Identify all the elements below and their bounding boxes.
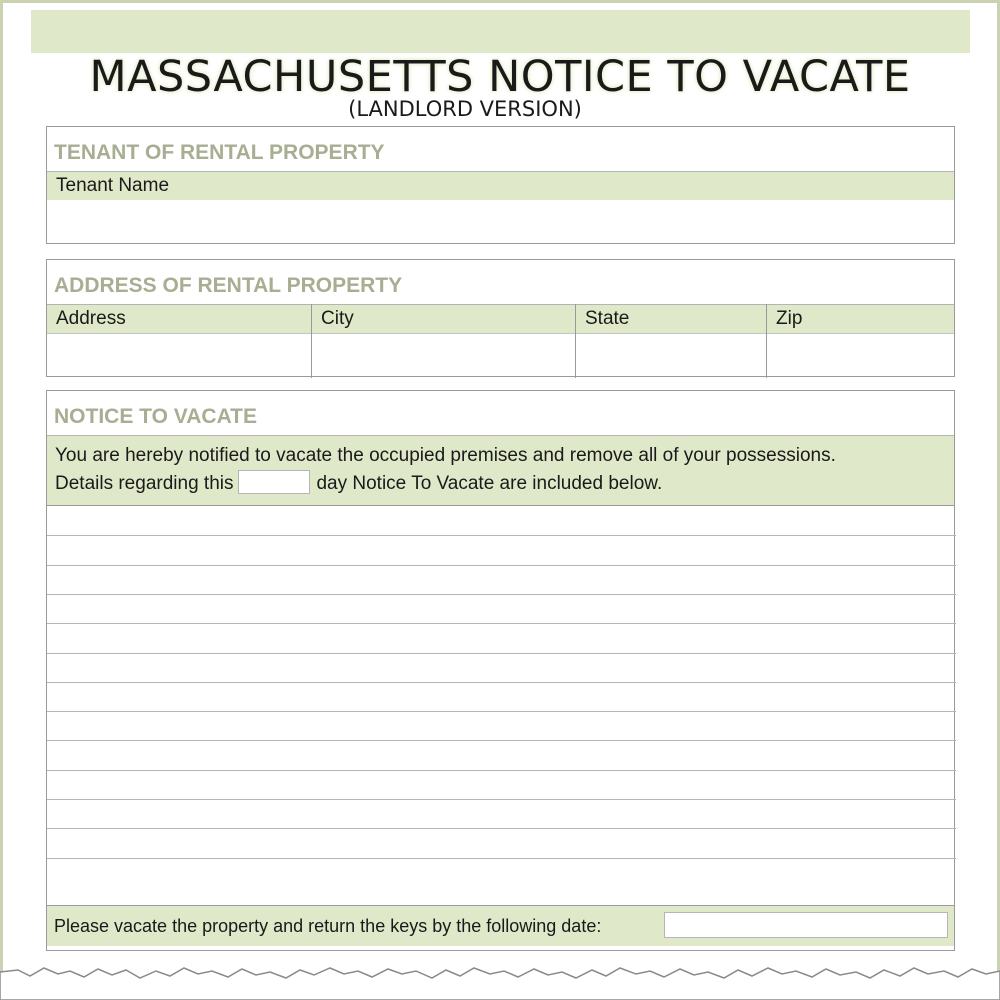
vacate-date-row bbox=[47, 905, 954, 946]
header-band bbox=[31, 10, 970, 53]
tenant-section-heading: TENANT OF RENTAL PROPERTY bbox=[54, 141, 385, 164]
address-section bbox=[46, 259, 955, 377]
notice-line-1: You are hereby notified to vacate the occupied premises and remove all of your possessions. bbox=[55, 445, 836, 466]
city-label: City bbox=[312, 304, 575, 333]
vacate-date-label: Please vacate the property and return the keys by the following date: bbox=[54, 916, 602, 936]
details-ruled-line bbox=[47, 653, 956, 654]
vacate-date-field[interactable] bbox=[664, 912, 948, 938]
tenant-section bbox=[46, 126, 955, 244]
address-fields-row bbox=[47, 304, 954, 378]
details-ruled-line bbox=[47, 799, 956, 800]
zip-label: Zip bbox=[767, 304, 954, 333]
details-ruled-line bbox=[47, 623, 956, 624]
notice-details-area[interactable] bbox=[47, 506, 954, 905]
details-ruled-line bbox=[47, 858, 956, 859]
state-label: State bbox=[576, 304, 766, 333]
notice-line-2 bbox=[55, 470, 946, 498]
zip-column bbox=[766, 304, 954, 378]
details-ruled-line bbox=[47, 594, 956, 595]
document-subtitle: (LANDLORD VERSION) bbox=[348, 97, 582, 121]
tenant-name-field[interactable] bbox=[47, 200, 954, 244]
notice-days-field[interactable] bbox=[238, 470, 310, 494]
details-ruled-line bbox=[47, 828, 956, 829]
address-column bbox=[47, 304, 311, 378]
address-section-heading: ADDRESS OF RENTAL PROPERTY bbox=[54, 274, 403, 297]
details-ruled-line bbox=[47, 535, 956, 536]
details-ruled-line bbox=[47, 711, 956, 712]
torn-paper-edge bbox=[0, 962, 1000, 1000]
city-column bbox=[311, 304, 575, 378]
details-ruled-line bbox=[47, 740, 956, 741]
document-title: MASSACHUSETTS NOTICE TO VACATE bbox=[89, 52, 911, 102]
details-ruled-line bbox=[47, 770, 956, 771]
city-field[interactable] bbox=[312, 333, 575, 378]
notice-line-2-start: Details regarding this bbox=[55, 473, 234, 494]
details-ruled-line bbox=[47, 565, 956, 566]
notice-line-2-end: day Notice To Vacate are included below. bbox=[316, 473, 663, 494]
tenant-name-label: Tenant Name bbox=[47, 171, 954, 200]
state-column bbox=[575, 304, 766, 378]
address-field[interactable] bbox=[47, 333, 311, 378]
notice-section bbox=[46, 390, 955, 951]
notice-section-heading: NOTICE TO VACATE bbox=[54, 405, 258, 428]
notice-statement bbox=[47, 435, 954, 506]
address-label: Address bbox=[47, 304, 311, 333]
zip-field[interactable] bbox=[767, 333, 954, 378]
details-ruled-line bbox=[47, 682, 956, 683]
state-field[interactable] bbox=[576, 333, 766, 378]
